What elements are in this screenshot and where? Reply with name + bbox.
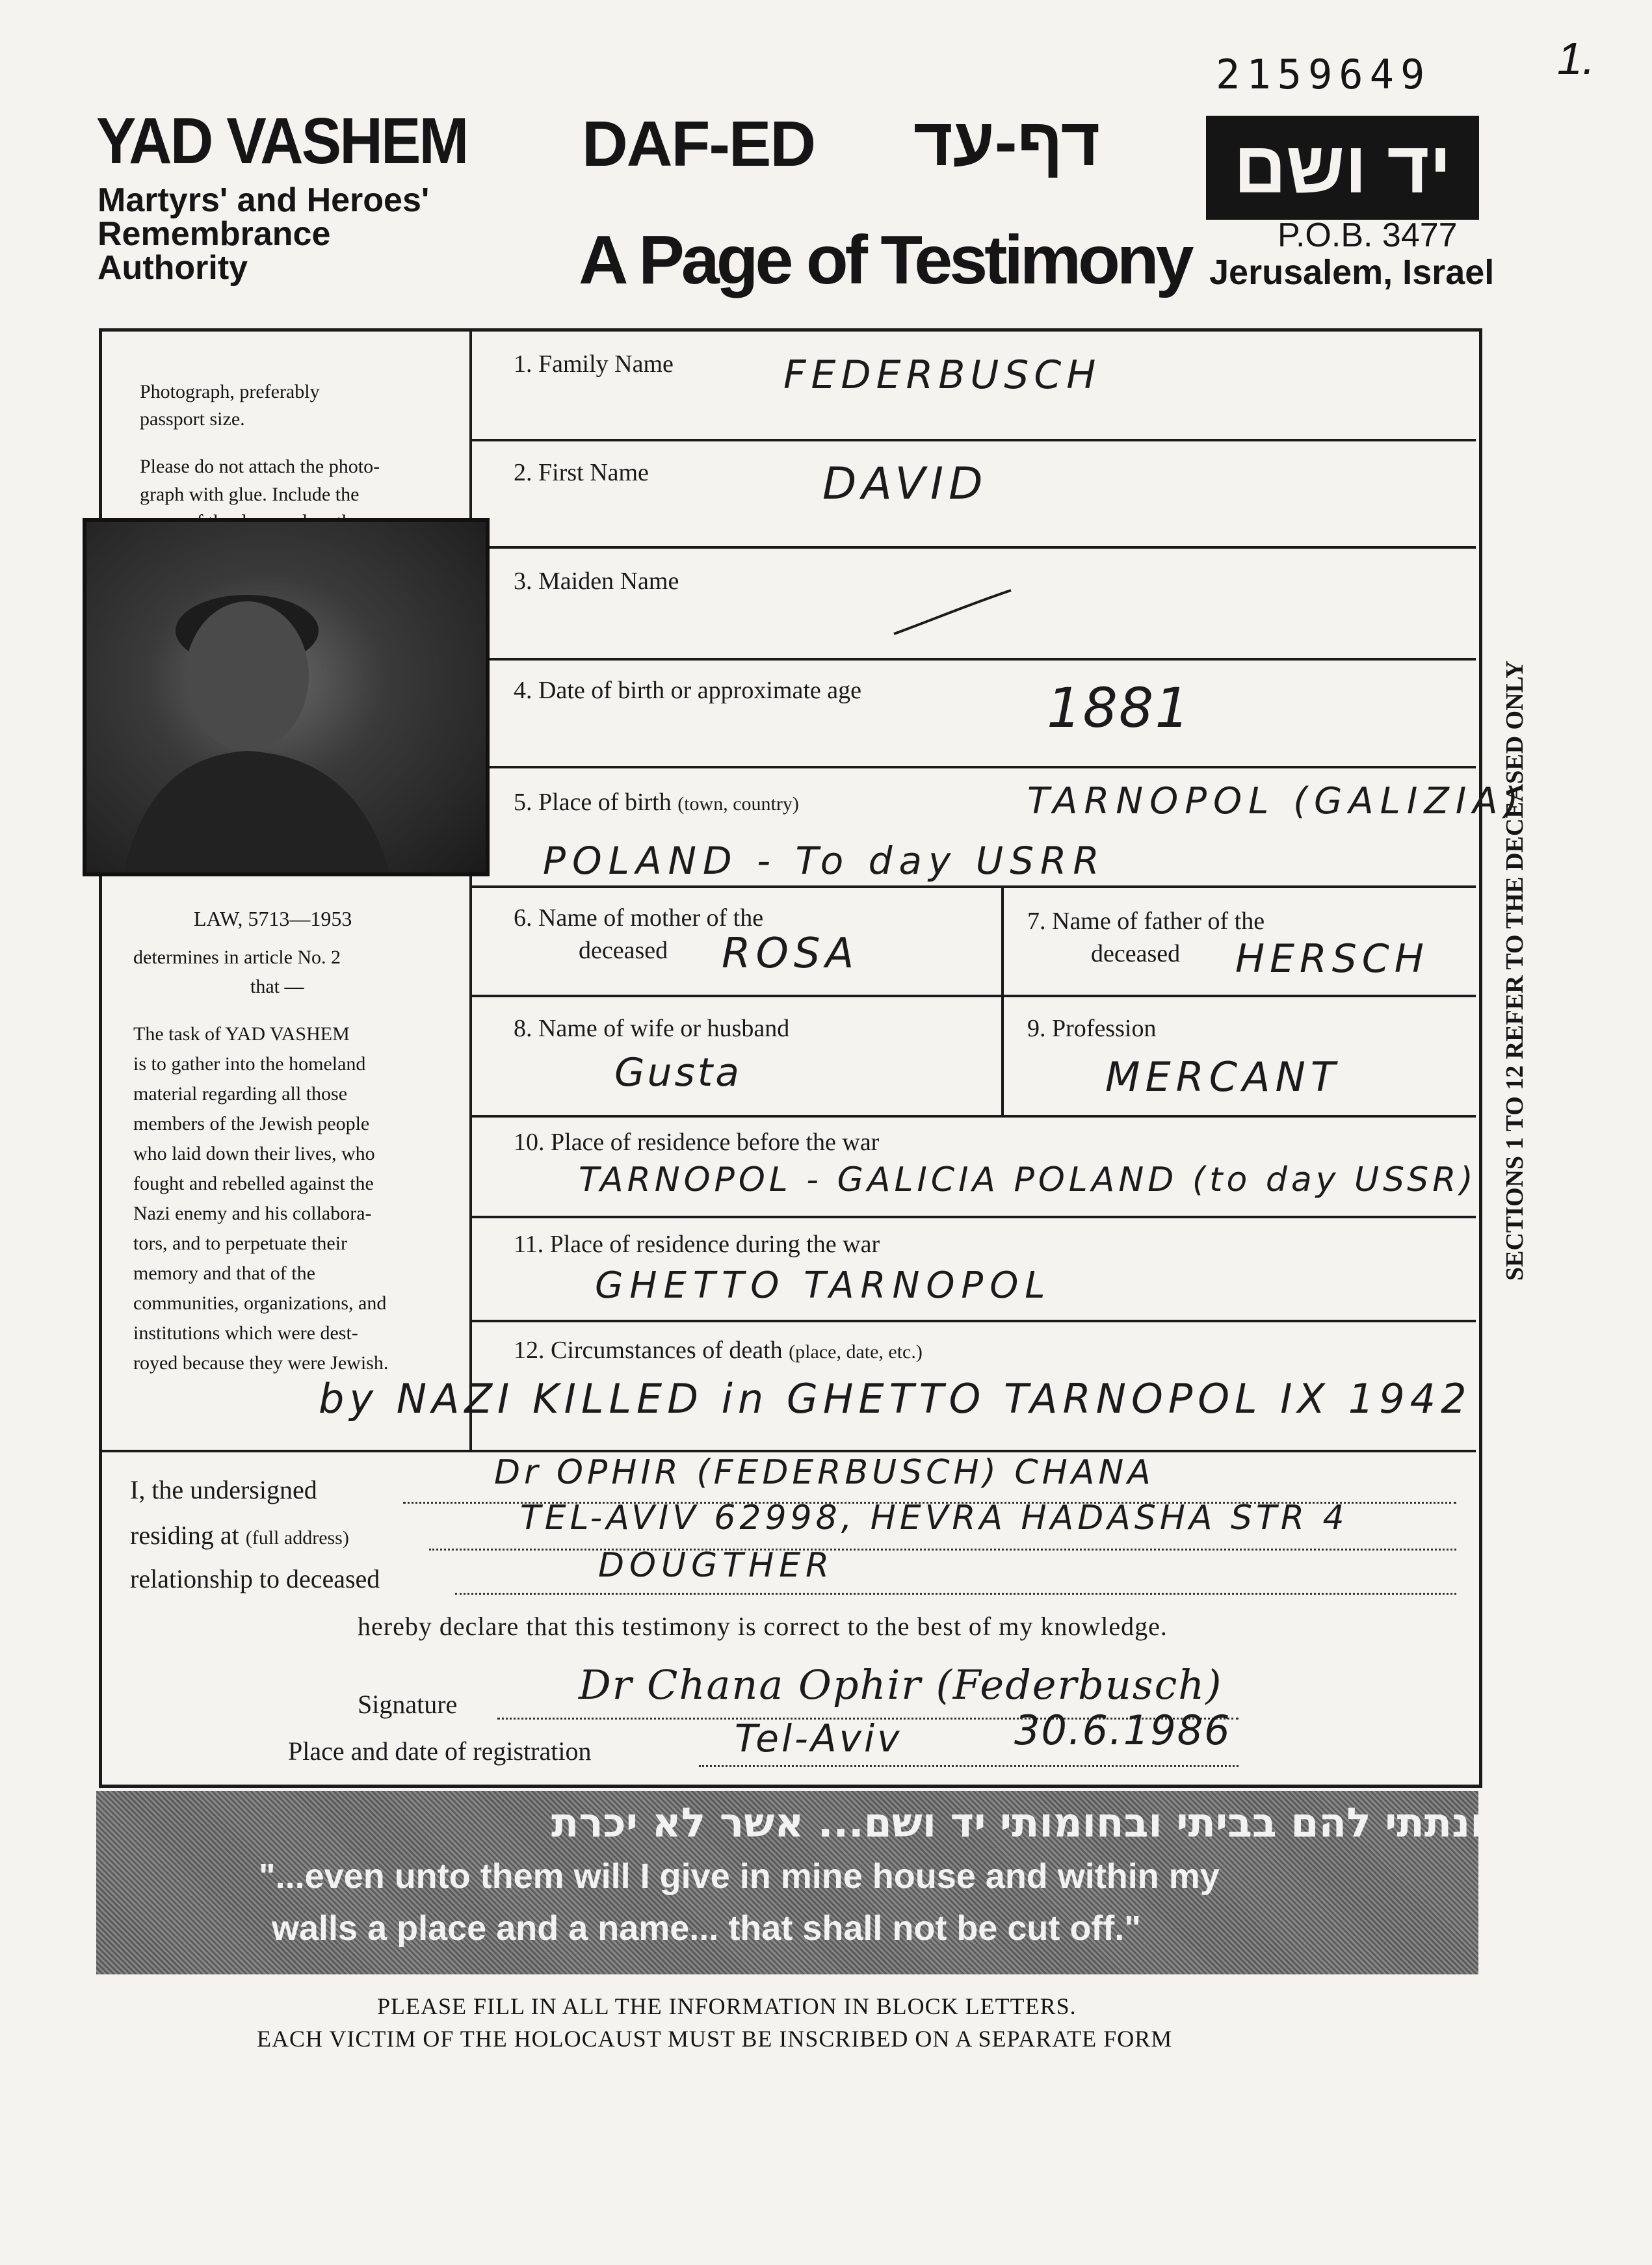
maiden-name-dash [891,585,1014,637]
family-name-value[interactable]: FEDERBUSCH [783,352,1101,398]
relationship-value[interactable]: DOUGTHER [598,1546,835,1585]
footer-line-2: EACH VICTIM OF THE HOLOCAUST MUST BE INSCRIBED ON A SEPARATE FORM [257,2026,1173,2052]
father-name-label-1: 7. Name of father of the [1027,908,1265,935]
law-body [133,1019,452,1378]
mother-name-label-1: 6. Name of mother of the [514,904,764,932]
banner-hebrew: ונתתי להם בביתי ובחומותי יד ושם... אשר לא יכרת [551,1799,1484,1846]
declaration-text: hereby declare that this testimony is correct to the best of my knowledge. [358,1612,1168,1641]
deceased-photo [85,520,488,874]
page-mark: 1. [1557,33,1595,84]
mother-name-label-2: deceased [579,937,668,964]
residing-value[interactable]: TEL-AVIV 62998, HEVRA HADASHA STR 4 [520,1499,1348,1538]
law-line-2: that — [250,976,304,997]
signature-label: Signature [358,1690,458,1719]
photo-note-1: Photograph, preferably [140,381,320,402]
section-divider [99,1450,1476,1452]
spouse-name-value[interactable]: Gusta [614,1050,742,1095]
form-title: A Page of Testimony [579,222,1191,298]
residence-before-value[interactable]: TARNOPOL - GALICIA POLAND (to day USSR) [579,1160,1477,1199]
residence-during-label: 11. Place of residence during the war [514,1231,880,1258]
law-body-line: is to gather into the homeland [133,1053,366,1075]
photo-note-2: passport size. [140,408,245,430]
po-box: P.O.B. 3477 [1278,216,1458,254]
photo-instr-1: Please do not attach the photo- [140,456,380,477]
family-name-label: 1. Family Name [514,350,674,378]
quote-banner [96,1791,1484,1974]
portrait-silhouette [85,520,488,874]
residing-line [429,1542,1456,1551]
father-name-label-2: deceased [1091,940,1181,967]
spouse-name-label: 8. Name of wife or husband [514,1015,790,1042]
residing-label-text: residing at [130,1521,239,1550]
relationship-line [455,1586,1456,1595]
father-name-value[interactable]: HERSCH [1235,936,1429,982]
row-divider [469,766,1476,768]
form-name: DAF-ED [582,108,815,179]
profession-label: 9. Profession [1027,1015,1157,1042]
row-divider [469,1320,1476,1322]
undersigned-value[interactable]: Dr OPHIR (FEDERBUSCH) CHANA [494,1453,1155,1492]
law-body-line: members of the Jewish people [133,1113,370,1134]
photo-instr-2: graph with glue. Include the [140,484,360,505]
law-body-line: material regarding all those [133,1083,348,1105]
city: Jerusalem, Israel [1209,253,1495,292]
record-number: 2159649 [1216,51,1432,98]
banner-line-1: "...even unto them will I give in mine house and within my [259,1857,1220,1896]
form-name-hebrew: דף-עד [913,105,1101,180]
org-subtitle-3: Authority [98,249,248,287]
registration-date[interactable]: 30.6.1986 [1014,1707,1231,1754]
mother-name-value[interactable]: ROSA [722,930,859,978]
death-circumstances-label-hint: (place, date, etc.) [789,1341,923,1363]
birth-place-value-2[interactable]: POLAND - To day USRR [543,839,1106,883]
law-body-line: memory and that of the [133,1263,315,1284]
undersigned-label: I, the undersigned [130,1475,317,1504]
residing-label-hint: (full address) [245,1527,349,1549]
law-body-line: Nazi enemy and his collabora- [133,1203,372,1224]
birth-place-label-text: 5. Place of birth [514,789,672,816]
birth-place-value-1[interactable]: TARNOPOL (GALIZIA) [1027,780,1525,822]
law-body-line: fought and rebelled against the [133,1173,374,1194]
row-divider [469,439,1476,441]
row-divider [469,885,1476,888]
law-body-line: institutions which were dest- [133,1322,358,1344]
maiden-name-label: 3. Maiden Name [514,568,679,595]
birth-date-value[interactable]: 1881 [1047,676,1191,740]
org-name: YAD VASHEM [96,105,467,177]
law-body-line: tors, and to perpetuate their [133,1233,348,1254]
footer-line-1: PLEASE FILL IN ALL THE INFORMATION IN BLOCK LETTERS. [377,1993,1077,2019]
left-column-divider [469,332,472,1450]
law-body-line: royed because they were Jewish. [133,1352,389,1374]
law-body-line: The task of YAD VASHEM [133,1023,350,1045]
death-circumstances-label [514,1336,923,1365]
org-subtitle-2: Remembrance [98,215,331,253]
residence-before-label: 10. Place of residence before the war [514,1129,880,1156]
death-circumstances-label-text: 12. Circumstances of death [514,1337,783,1364]
middle-divider [1001,887,1004,1115]
first-name-label: 2. First Name [514,459,649,486]
profession-value[interactable]: MERCANT [1105,1053,1341,1101]
org-subtitle-1: Martyrs' and Heroes' [98,181,430,219]
birth-place-label-hint: (town, country) [677,793,799,815]
relationship-label: relationship to deceased [130,1564,380,1593]
death-circumstances-value[interactable]: by NAZI KILLED in GHETTO TARNOPOL IX 1942 [319,1375,1472,1422]
birth-date-label: 4. Date of birth or approximate age [514,677,861,704]
first-name-value[interactable]: DAVID [822,458,988,510]
sections-side-note: SECTIONS 1 TO 12 REFER TO THE DECEASED ONLY [1501,661,1528,1281]
banner-line-2: walls a place and a name... that shall not be cut off." [272,1909,1141,1948]
row-divider [469,1216,1476,1218]
residence-during-value[interactable]: GHETTO TARNOPOL [595,1264,1052,1307]
law-title: LAW, 5713—1953 [194,907,352,930]
row-divider [469,995,1476,997]
row-divider [469,1115,1476,1118]
law-body-line: communities, organizations, and [133,1292,387,1314]
residing-label [130,1520,349,1551]
law-line-1: determines in article No. 2 [133,947,341,968]
birth-place-label [514,788,799,817]
yad-vashem-logo: יד ושם [1206,116,1479,220]
law-body-line: who laid down their lives, who [133,1143,375,1164]
registration-label: Place and date of registration [288,1736,592,1766]
row-divider [469,658,1476,661]
signature-value[interactable]: Dr Chana Ophir (Federbusch) [579,1661,1223,1709]
row-divider [469,546,1476,549]
registration-place[interactable]: Tel-Aviv [735,1716,902,1761]
